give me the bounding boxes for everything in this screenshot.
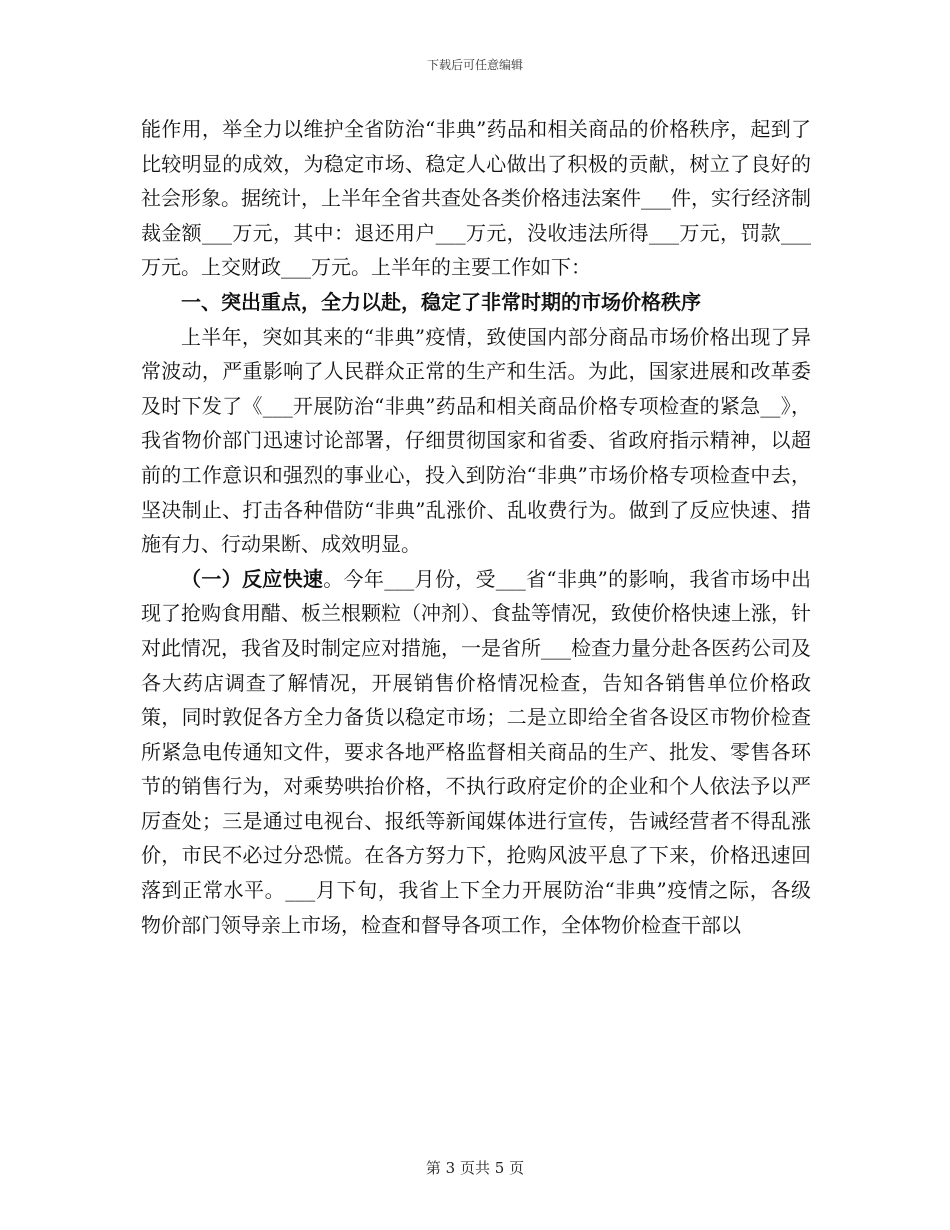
subsection-title: （一）反应快速: [181, 566, 324, 591]
paragraph-subsection-1: [141, 562, 811, 943]
section-heading-1: 一、突出重点，全力以赴，稳定了非常时期的市场价格秩序: [181, 289, 701, 314]
paragraph-intro: 能作用，举全力以维护全省防治“非典”药品和相关商品的价格秩序，起到了比较明显的成效，为稳定市场、稳定人心做出了积极的贡献，树立了良好的社会形象。据统计，上半年全省共查处各类价格违法案件___件，实行经济制裁金额___万元，其中：退还用户___万元，没收违法所得___万元，罚款___万元。上交财政___万元。上半年的主要工作如下：: [141, 117, 811, 280]
document-body: [141, 112, 811, 942]
header-note: 下载后可任意编辑: [426, 58, 523, 72]
page-number: 第 3 页共 5 页: [425, 1159, 525, 1177]
subsection-body: 。今年___月份，受___省“非典”的影响，我省市场中出现了抢购食用醋、板兰根颗粒（冲剂）、食盐等情况，致使价格快速上涨，针对此情况，我省及时制定应对措施，一是省所___检查力量分赴各医药公司及各大药店调查了解情况，开展销售价格情况检查，告知各销售单位价格政策，同时敦促各方全力备货以稳定市场；二是立即给全省各设区市物价检查所紧急电传通知文件，要求各地严格监督相关商品的生产、批发、零售各环节的销售行为，对乘势哄抬价格，不执行政府定价的企业和个人依法予以严厉查处；三是通过电视台、报纸等新闻媒体进行宣传，告诫经营者不得乱涨价，市民不必过分恐慌。在各方努力下，抢购风波平息了下来，价格迅速回落到正常水平。___月下旬，我省上下全力开展防治“非典”疫情之际，各级物价部门领导亲上市场，检查和督导各项工作，全体物价检查干部以: [141, 566, 812, 937]
paragraph-section-1: 上半年，突如其来的“非典”疫情，致使国内部分商品市场价格出现了异常波动，严重影响了人民群众正常的生产和生活。为此，国家进展和改革委及时下发了《___开展防治“非典”药品和相关商品价格专项检查的紧急__》，我省物价部门迅速讨论部署，仔细贯彻国家和省委、省政府指示精神，以超前的工作意识和强烈的事业心，投入到防治“非典”市场价格专项检查中去，坚决制止、打击各种借防“非典”乱涨价、乱收费行为。做到了反应快速、措施有力、行动果断、成效明显。: [141, 324, 811, 557]
